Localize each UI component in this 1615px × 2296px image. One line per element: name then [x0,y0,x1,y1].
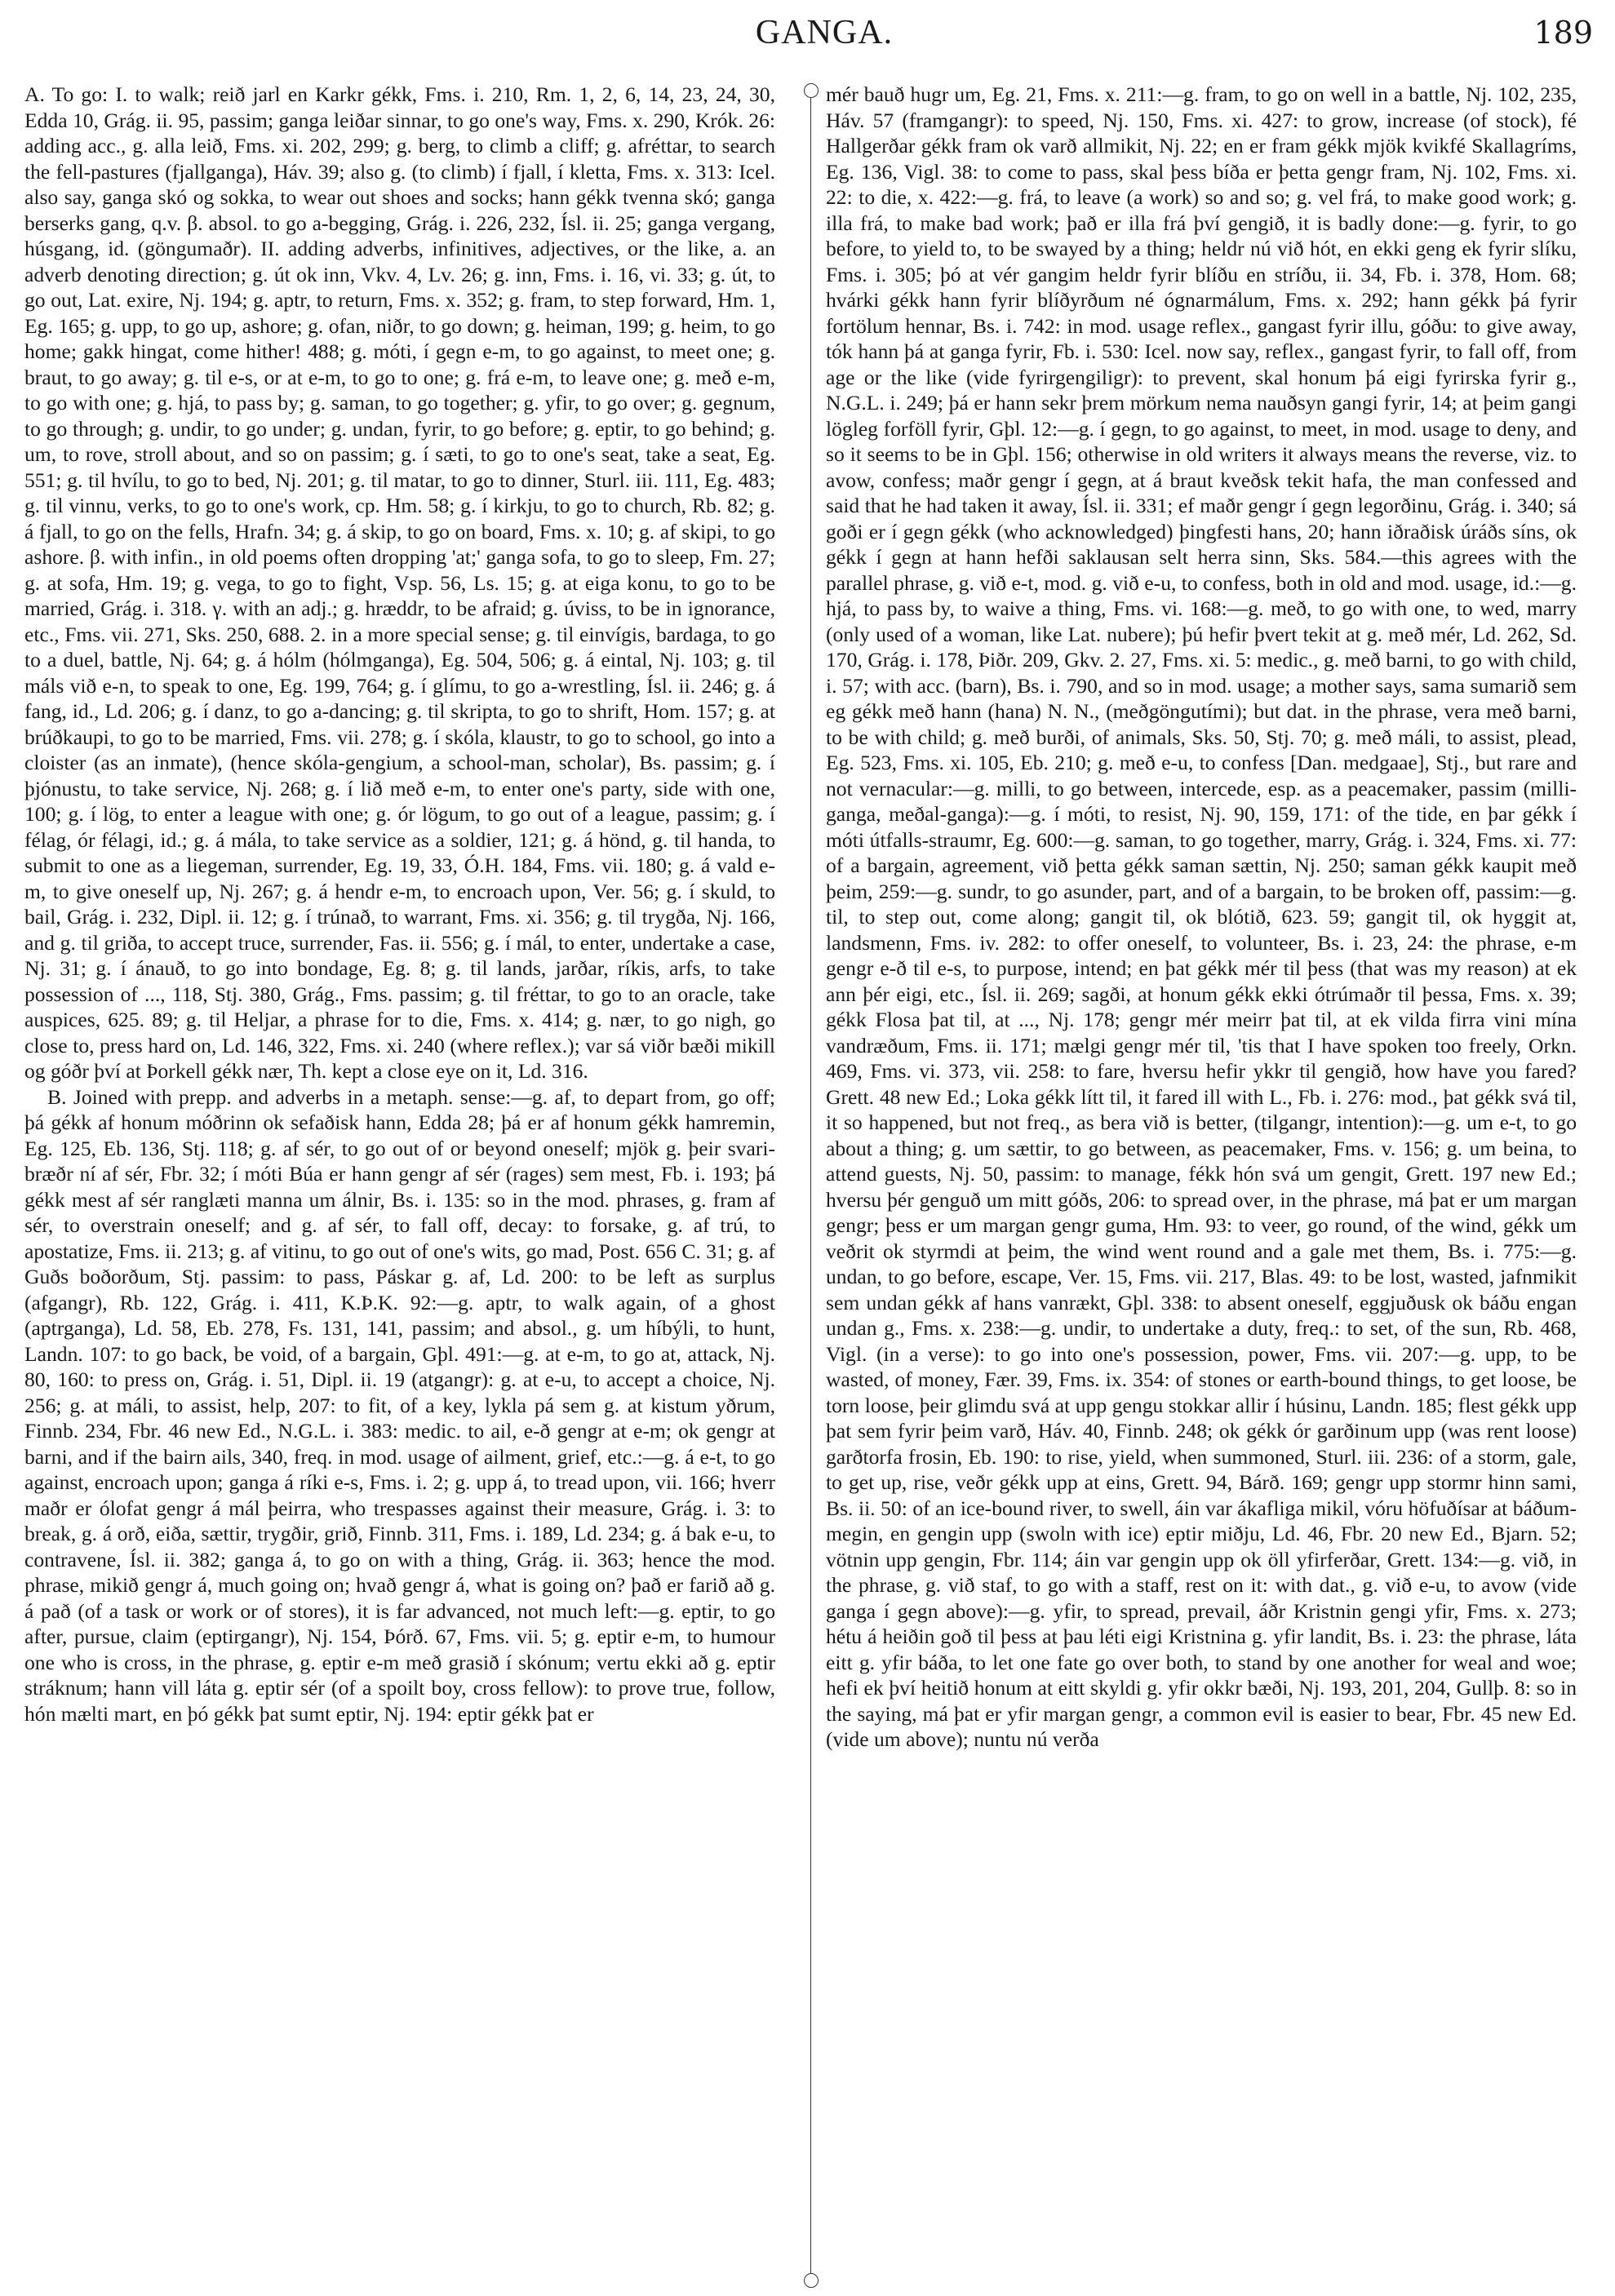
running-head: GANGA. [755,14,894,51]
right-column [826,82,1577,2285]
column-rule-ornament-bottom [804,2273,819,2288]
column-rule-ornament-top [804,83,819,98]
page-number: 189 [1533,15,1593,51]
left-column [24,82,775,2285]
page-header [49,0,1599,65]
column-divider [810,98,811,2285]
entry-section-a: A. To go: I. to walk; reið jarl en Karkr gékk, Fms. i. 210, Rm. 1, 2, 6, 14, 23, 24, 30, Edda 10, Grág. ii. 95, passim; ganga leiðar sinnar, to go one's way, Fms. x. 290, Krók. 26: adding acc., g. alla leið, Fms. xi. 202, 299; g. berg, to climb a cliff; g. afréttar, to search the fell-pastures (fjallganga), Háv. 39; also g. (to climb) í fjall, í kletta, Fms. x. 313: Icel. also say, ganga skó og sokka, to wear out shoes and socks; hann gékk tvenna skó; ganga berserks gang, q.v. β. absol. to go a-begging, Grág. i. 226, 232, Ísl. ii. 25; ganga vergang, húsgang, id. (göngumaðr). II. adding adverbs, infinitives, adjectives, or the like, a. an adverb denoting direction; g. út ok inn, Vkv. 4, Lv. 26; g. inn, Fms. i. 16, vi. 33; g. út, to go out, Lat. exire, Nj. 194; g. aptr, to return, Fms. x. 352; g. fram, to step forward, Hm. 1, Eg. 165; g. upp, to go up, ashore; g. ofan, niðr, to go down; g. heiman, 199; g. heim, to go home; gakk hingat, come hither! 488; g. móti, í gegn e-m, to go against, to meet one; g. braut, to go away; g. til e-s, or at e-m, to go to one; g. frá e-m, to leave one; g. með e-m, to go with one; g. hjá, to pass by; g. saman, to go together; g. yfir, to go over; g. gegnum, to go through; g. undir, to go under; g. undan, fyrir, to go before; g. eptir, to go behind; g. um, to rove, stroll about, and so on passim; g. í sæti, to go to one's seat, take a seat, Eg. 551; g. til hvílu, to go to bed, Nj. 201; g. til matar, to go to dinner, Sturl. iii. 111, Eg. 483; g. til vinnu, verks, to go to one's work, cp. Hm. 58; g. í kirkju, to go to church, Rb. 82; g. á fjall, to go on the fells, Hrafn. 34; g. á skip, to go on board, Fms. x. 10; g. af skipi, to go ashore. β. with infin., in old poems often dropping 'at;' ganga sofa, to go to sleep, Fm. 27; g. at sofa, Hm. 19; g. vega, to go to fight, Vsp. 56, Ls. 15; g. at eiga konu, to go to be married, Grág. i. 318. γ. with an adj.; g. hræddr, to be afraid; g. úviss, to be in ignorance, etc., Fms. vii. 271, Sks. 250, 688. 2. in a more special sense; g. til einvígis, bardaga, to go to a duel, battle, Nj. 64; g. á hólm (hólmganga), Eg. 504, 506; g. á eintal, Nj. 103; g. til máls við e-n, to speak to one, Eg. 199, 764; g. í glímu, to go a-wrestling, Ísl. ii. 246; g. á fang, id., Ld. 206; g. í danz, to go a-dancing; g. til skripta, to go to shrift, Hom. 157; g. at brúðkaupi, to go to be married, Fms. vii. 278; g. í skóla, klaustr, to go to school, go into a cloister (as an inmate), (hence skóla-gengium, a school-man, scholar), Bs. passim; g. í þjónustu, to take service, Nj. 268; g. í lið með e-m, to enter one's party, side with one, 100; g. í lög, to enter a league with one; g. ór lögum, to go out of a league, passim; g. í félag, ór félagi, id.; g. á mála, to take service as a soldier, 121; g. á hönd, g. til handa, to submit to one as a liegeman, surrender, Eg. 19, 33, Ó.H. 184, Fms. vii. 180; g. á vald e-m, to give oneself up, Nj. 267; g. á hendr e-m, to encroach upon, Ver. 56; g. í skuld, to bail, Grág. i. 232, Dipl. ii. 12; g. í trúnað, to warrant, Fms. xi. 356; g. til trygða, Nj. 166, and g. til griða, to accept truce, surrender, Fas. ii. 556; g. í mál, to enter, undertake a case, Nj. 31; g. í ánauð, to go into bondage, Eg. 8; g. til lands, jarðar, ríkis, arfs, to take possession of ..., 118, Stj. 380, Grág., Fms. passim; g. til fréttar, to go to an oracle, take auspices, 625. 89; g. til Heljar, a phrase for to die, Fms. x. 414; g. nær, to go nigh, go close to, press hard on, Ld. 146, 322, Fms. xi. 240 (where reflex.); var sá viðr bæði mikill og góðr því at Þorkell gékk nær, Th. kept a close eye on it, Ld. 316. [24,82,775,1083]
entry-section-b: B. Joined with prepp. and adverbs in a metaph. sense:—g. af, to depart from, go off; þá gékk af honum móðrinn ok sefaðisk hann, Edda 28; þá er af honum gékk hamremin, Eg. 125, Eb. 136, Stj. 118; g. af sér, to go out of or beyond oneself; mjök g. þeir svari-bræðr ní af sér, Fbr. 32; í móti Búa er hann gengr af sér (rages) sem mest, Fb. i. 193; þá gékk mest af sér ranglæti manna um álnir, Bs. i. 135: so in the mod. phrases, g. fram af sér, to overstrain oneself; and g. af sér, to fall off, decay: to forsake, g. af trú, to apostatize, Fms. ii. 213; g. af vitinu, to go out of one's wits, go mad, Post. 656 C. 31; g. af Guðs boðorðum, Stj. passim: to pass, Páskar g. af, Ld. 200: to be left as surplus (afgangr), Rb. 122, Grág. i. 411, K.Þ.K. 92:—g. aptr, to walk again, of a ghost (aptrganga), Ld. 58, Eb. 278, Fs. 131, 141, passim; and absol., g. um híbýli, to hunt, Landn. 107: to go back, be void, of a bargain, Gþl. 491:—g. at e-m, to go at, attack, Nj. 80, 160: to press on, Grág. i. 51, Dipl. ii. 19 (atgangr): g. at e-u, to accept a choice, Nj. 256; g. at máli, to assist, help, 207: to fit, of a key, lykla pá sem g. at kistum yðrum, Finnb. 234, Fbr. 46 new Ed., N.G.L. i. 383: medic. to ail, e-ð gengr at e-m; ok gengr at barni, and if the bairn ails, 340, freq. in mod. usage of ailment, grief, etc.:—g. á e-t, to go against, encroach upon; ganga á ríki e-s, Fms. i. 2; g. upp á, to tread upon, vii. 166; hverr maðr er ólofat gengr á mál þeirra, who trespasses against their measure, Grág. i. 3: to break, g. á orð, eiða, sættir, trygðir, grið, Finnb. 311, Fms. i. 189, Ld. 234; g. á bak e-u, to contravene, Ísl. ii. 382; ganga á, to go on with a thing, Grág. ii. 363; hence the mod. phrase, mikið gengr á, much going on; hvað gengr á, what is going on? það er farið að g. á pað (of a task or work or of stores), it is far advanced, not much left:—g. eptir, to go after, pursue, claim (eptirgangr), Nj. 154, Þórð. 67, Fms. vii. 5; g. eptir e-m, to humour one who is cross, in the phrase, g. eptir e-m með grasið í skónum; vertu ekki að g. eptir stráknum; hann vill láta g. eptir sér (of a spoilt boy, cross fellow): to prove true, follow, hón mælti mart, en þó gékk þat sumt eptir, Nj. 194: eptir gékk þat er [24,1084,775,1726]
entry-section-b-continued: mér bauð hugr um, Eg. 21, Fms. x. 211:—g. fram, to go on well in a battle, Nj. 102, 235, Háv. 57 (framgangr): to speed, Nj. 150, Fms. xi. 427: to grow, increase (of stock), fé Hallgerðar gékk fram ok varð allmikit, Nj. 22; en er fram gékk mjök kvikfé Skallagríms, Eg. 136, Vigl. 38: to come to pass, skal þess bíða er þetta gengr fram, Nj. 102, Fms. xi. 22: to die, x. 422:—g. frá, to leave (a work) so and so; g. vel frá, to make good work; g. illa frá, to make bad work; það er illa frá því gengið, it is badly done:—g. fyrir, to go before, to yield to, to be swayed by a thing; heldr nú við hót, en ekki geng ek fyrir slíku, Fms. i. 305; þó at vér gangim heldr fyrir blíðu en stríðu, ii. 34, Fb. i. 378, Hom. 68; hvárki gékk hann fyrir blíðyrðum né ógnarmálum, Fms. x. 292; hann gékk þá fyrir fortölum hennar, Bs. i. 742: in mod. usage reflex., gangast fyrir illu, góðu: to give away, tók hann þá at ganga fyrir, Fb. i. 530: Icel. now say, reflex., gangast fyrir, to fall off, from age or the like (vide fyrirgengiligr): to prevent, skal honum þá eigi fyrirska fyrir g., N.G.L. i. 249; þá er hann sekr þrem mörkum nema nauðsyn gangi fyrir, 14; at þeim gangi lögleg forföll fyrir, Gþl. 12:—g. í gegn, to go against, to meet, in mod. usage to deny, and so it seems to be in Gþl. 156; otherwise in old writers it always means the reverse, viz. to avow, confess; maðr gengr í gegn, at á braut kveðsk tekit hafa, the man confessed and said that he had taken it away, Ísl. ii. 331; ef maðr gengr í gegn legorðinu, Grág. i. 340; sá goði er í gegn gékk (who acknowledged) þingfesti hans, 20; hann iðraðisk úráðs síns, ok gékk í gegn at hann hefði saklausan selt herra sinn, Sks. 584.—this agrees with the parallel phrase, g. við e-t, mod. g. við e-u, to confess, both in old and mod. usage, id.:—g. hjá, to pass by, to waive a thing, Fms. vi. 168:—g. með, to go with one, to wed, marry (only used of a woman, like Lat. nubere); þú hefir þvert tekit at g. með mér, Ld. 262, Sd. 170, Grág. i. 178, Þiðr. 209, Gkv. 2. 27, Fms. xi. 5: medic., g. með barni, to go with child, i. 57; with acc. (barn), Bs. i. 790, and so in mod. usage; a mother says, sama sumarið sem eg gékk með hann (hana) N. N., (meðgöngutími); but dat. in the phrase, vera með barni, to be with child; g. með burði, of animals, Sks. 50, Stj. 70; g. með máli, to assist, plead, Eg. 523, Fms. xi. 105, Eb. 210; g. með e-u, to confess [Dan. medgaae], Stj., but rare and not vernacular:—g. milli, to go between, intercede, esp. as a peacemaker, passim (milli-ganga, meðal-ganga):—g. í móti, to resist, Nj. 90, 159, 171: of the tide, en þar gékk í móti útfalls-straumr, Eg. 600:—g. saman, to go together, marry, Grág. i. 324, Fms. xi. 77: of a bargain, agreement, við þetta gékk saman sættin, Nj. 250; saman gékk kaupit með þeim, 259:—g. sundr, to go asunder, part, and of a bargain, to be broken off, passim:—g. til, to step out, come along; gangit til, ok blótið, 623. 59; gangit til, ok hyggit at, landsmenn, Fms. iv. 282: to offer oneself, to volunteer, Bs. i. 23, 24: the phrase, e-m gengr e-ð til e-s, to purpose, intend; en þat gékk mér til þess (that was my reason) at ek ann þér eigi, etc., Ísl. ii. 269; sagði, at honum gékk ekki ótrúmaðr til þessa, Fms. x. 39; gékk Flosa þat til, at ..., Nj. 178; gengr mér meirr þat til, at ek vilda firra vini mína vandræðum, Fms. ii. 171; mælgi gengr mér til, 'tis that I have spoken too freely, Orkn. 469, Fms. vi. 373, vii. 258: to fare, hversu hefir ykkr til gengið, how have you fared? Grett. 48 new Ed.; Loka gékk lítt til, it fared ill with L., Fb. i. 276: mod., þat gékk svá til, it so happened, but not freq., as bera við is better, (tilgangr, intention):—g. um e-t, to go about a thing; g. um sættir, to go between, as peacemaker, Fms. v. 156; g. um beina, to attend guests, Nj. 50, passim: to manage, fékk hón svá um gengit, Grett. 197 new Ed.; hversu þér genguð um mitt góðs, 206: to spread over, in the phrase, má þat er um margan gengr; þess er um margan gengr guma, Hm. 93: to veer, go round, of the wind, gékk um veðrit ok styrmdi at þeim, the wind went round and a gale met them, Bs. i. 775:—g. undan, to go before, escape, Ver. 15, Fms. vii. 217, Blas. 49: to be lost, wasted, jafnmikit sem undan gékk af hans vanrækt, Gþl. 338: to absent oneself, eggjuðusk ok báðu engan undan g., Fms. x. 238:—g. undir, to undertake a duty, freq.: to set, of the sun, Rb. 468, Vigl. (in a verse): to go into one's possession, power, Fms. vii. 207:—g. upp, to be wasted, of money, Fær. 39, Fms. ix. 354: of stones or earth-bound things, to get loose, be torn loose, þeir glimdu svá at upp gengu stokkar allir í húsinu, Landn. 185; flest gékk upp þat sem fyrir þeim varð, Háv. 40, Finnb. 248; ok gékk ór garðinum upp (was rent loose) garðtorfa frosin, Eb. 190: to rise, yield, when summoned, Sturl. iii. 236: of a storm, gale, to get up, rise, veðr gékk upp at eins, Grett. 94, Bárð. 169; gengr upp stormr hinn sami, Bs. ii. 50: of an ice-bound river, to swell, áin var ákafliga mikil, vóru höfuðísar at báðum-megin, en gengin upp (swoln with ice) eptir miðju, Ld. 46, Fbr. 20 new Ed., Bjarn. 52; vötnin upp gengin, Fbr. 114; áin var gengin upp ok öll yfirferðar, Grett. 134:—g. við, in the phrase, g. við staf, to go with a staff, rest on it: with dat., g. við e-u, to avow (vide ganga í gegn above):—g. yfir, to spread, prevail, áðr Kristnin gengi yfir, Fms. x. 273; hétu á heiðin goð til þess at þau léti eigi Kristnina g. yfir landit, Bs. i. 23: the phrase, láta eitt g. yfir báða, to let one fate go over both, to stand by one another for weal and woe; hefi ek því heitið honum at eitt skyldi g. yfir okkr bæði, Nj. 193, 201, 204, Gullþ. 8: so in the saying, má þat er yfir margan gengr, a common evil is easier to bear, Fbr. 45 new Ed. (vide um above); nuntu nú verða [826,82,1577,1751]
